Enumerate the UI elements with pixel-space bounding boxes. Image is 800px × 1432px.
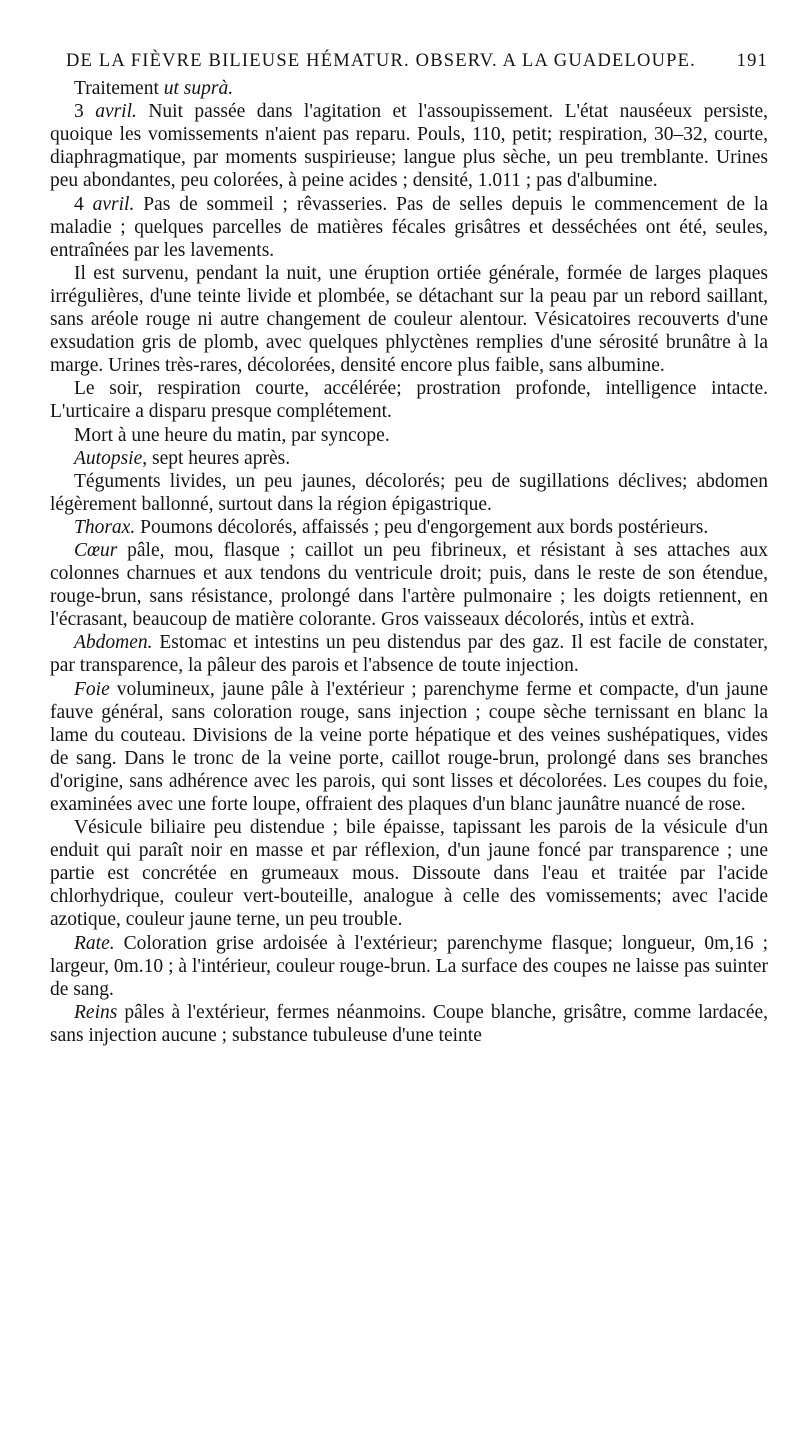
paragraph-emphasis: Foie bbox=[74, 678, 110, 700]
paragraph-text: Poumons décolorés, affaissés ; peu d'engorgement aux bords postérieurs. bbox=[135, 516, 709, 538]
page-number: 191 bbox=[736, 51, 768, 71]
paragraph-emphasis: Reins bbox=[74, 1001, 118, 1023]
paragraph bbox=[50, 193, 768, 262]
paragraph bbox=[50, 678, 768, 817]
running-title: DE LA FIÈVRE BILIEUSE HÉMATUR. OBSERV. A LA GUADELOUPE. bbox=[66, 51, 696, 71]
paragraph bbox=[50, 447, 768, 470]
paragraph bbox=[50, 424, 768, 447]
paragraph-text: Pas de sommeil ; rêvasseries. Pas de selles depuis le commencement de la maladie ; quelques parcelles de matières fécales grisâtres et desséchées ont été, seules, entraînées par les lavements. bbox=[50, 193, 769, 261]
paragraph-emphasis: avril. bbox=[95, 101, 137, 123]
paragraph-text: Nuit passée dans l'agitation et l'assoupissement. L'état nauséeux persiste, quoique les vomissements n'aient pas reparu. Pouls, 110, petit; respiration, 30–32, courte, diaphragmatique, par moments suspirieuse; langue plus sèche, un peu tremblante. Urines peu abondantes, peu colorées, à peine acides ; densité, 1.011 ; pas d'albumine. bbox=[50, 101, 769, 192]
paragraph-text: pâles à l'extérieur, fermes néanmoins. Coupe blanche, grisâtre, comme lardacée, sans injection aucune ; substance tubuleuse d'une teinte bbox=[50, 1001, 768, 1046]
paragraph bbox=[50, 377, 768, 423]
paragraph bbox=[50, 631, 768, 677]
book-page bbox=[50, 50, 768, 1047]
paragraph-emphasis: Thorax. bbox=[74, 516, 136, 538]
paragraph-text: , sept heures après. bbox=[142, 447, 291, 469]
paragraph bbox=[50, 77, 768, 100]
paragraph-text: Mort à une heure du matin, par syncope. bbox=[74, 424, 390, 446]
body-text bbox=[50, 77, 768, 1047]
paragraph-text: Le soir, respiration courte, accélérée; prostration profonde, intelligence intacte. L'urticaire a disparu presque complétement. bbox=[50, 378, 768, 423]
paragraph-prefix: 3 bbox=[74, 101, 96, 123]
paragraph-emphasis: Rate. bbox=[74, 932, 115, 954]
paragraph-text: pâle, mou, flasque ; caillot un peu fibrineux, et résistant à ses attaches aux colonnes charnues et aux tendons du ventricule droit; puis, dans le reste de son étendue, rouge-brun, sans résistance, prolongé dans l'artère pulmonaire ; les doigts retiennent, en l'écrasant, beaucoup de matière colorante. Gros vaisseaux décolorés, intùs et extrà. bbox=[50, 539, 768, 631]
paragraph bbox=[50, 932, 768, 1001]
paragraph-text: Il est survenu, pendant la nuit, une éruption ortiée générale, formée de larges plaques irrégulières, d'une teinte livide et plombée, se détachant sur la peau par un rebord saillant, sans aréole rouge ni autre changement de couleur alentour. Vésicatoires recouverts d'une exsudation gris de plomb, avec quelques phlyctènes remplies d'une sérosité brunâtre à la marge. Urines très-rares, décolorées, densité encore plus faible, sans albumine. bbox=[50, 262, 768, 377]
page-header bbox=[50, 50, 768, 73]
paragraph-text: Coloration grise ardoisée à l'extérieur; parenchyme flasque; longueur, 0m,16 ; largeur, 0m.10 ; à l'intérieur, couleur rouge-brun. La surface des coupes ne laisse pas suinter de sang. bbox=[50, 932, 768, 1000]
paragraph bbox=[50, 816, 768, 931]
paragraph bbox=[50, 100, 768, 192]
paragraph-emphasis: Abdomen. bbox=[74, 632, 153, 654]
paragraph-text: Estomac et intestins un peu distendus par des gaz. Il est facile de constater, par transparence, la pâleur des parois et l'absence de toute injection. bbox=[50, 632, 768, 677]
paragraph bbox=[50, 1001, 768, 1047]
paragraph-prefix: Traitement bbox=[74, 78, 164, 100]
paragraph-emphasis: avril. bbox=[92, 193, 135, 215]
paragraph-emphasis: Autopsie bbox=[74, 447, 143, 469]
paragraph-emphasis: Cœur bbox=[74, 539, 118, 561]
paragraph-text: Téguments livides, un peu jaunes, décolorés; peu de sugillations déclives; abdomen légèrement ballonné, surtout dans la région épigastrique. bbox=[50, 470, 768, 515]
paragraph-text: volumineux, jaune pâle à l'extérieur ; parenchyme ferme et compacte, d'un jaune fauve général, sans coloration rouge, sans injection ; coupe sèche ternissant en blanc la lame du couteau. Divisions de la veine porte hépatique et des veines sushépatiques, vides de sang. Dans le tronc de la veine porte, caillot rouge-brun, prolongé dans ses branches d'origine, sans adhérence avec les parois, qui sont lisses et décolorées. Les coupes du foie, examinées avec une forte loupe, offraient des plaques d'un blanc jaunâtre nuancé de rose. bbox=[50, 678, 768, 815]
paragraph-text: Vésicule biliaire peu distendue ; bile épaisse, tapissant les parois de la vésicule d'un enduit qui paraît noir en masse et par réflexion, d'un jaune foncé par transparence ; une partie est concrétée en grumeaux mous. Dissoute dans l'eau et traitée par l'acide chlorhydrique, couleur vert-bouteille, analogue à celle des vomissements; avec l'acide azotique, couleur jaune terne, un peu trouble. bbox=[50, 817, 768, 931]
paragraph bbox=[50, 262, 768, 377]
paragraph bbox=[50, 539, 768, 631]
paragraph-emphasis: ut suprà. bbox=[163, 78, 234, 100]
paragraph bbox=[50, 470, 768, 516]
paragraph bbox=[50, 516, 768, 539]
paragraph-prefix: 4 bbox=[74, 193, 93, 215]
